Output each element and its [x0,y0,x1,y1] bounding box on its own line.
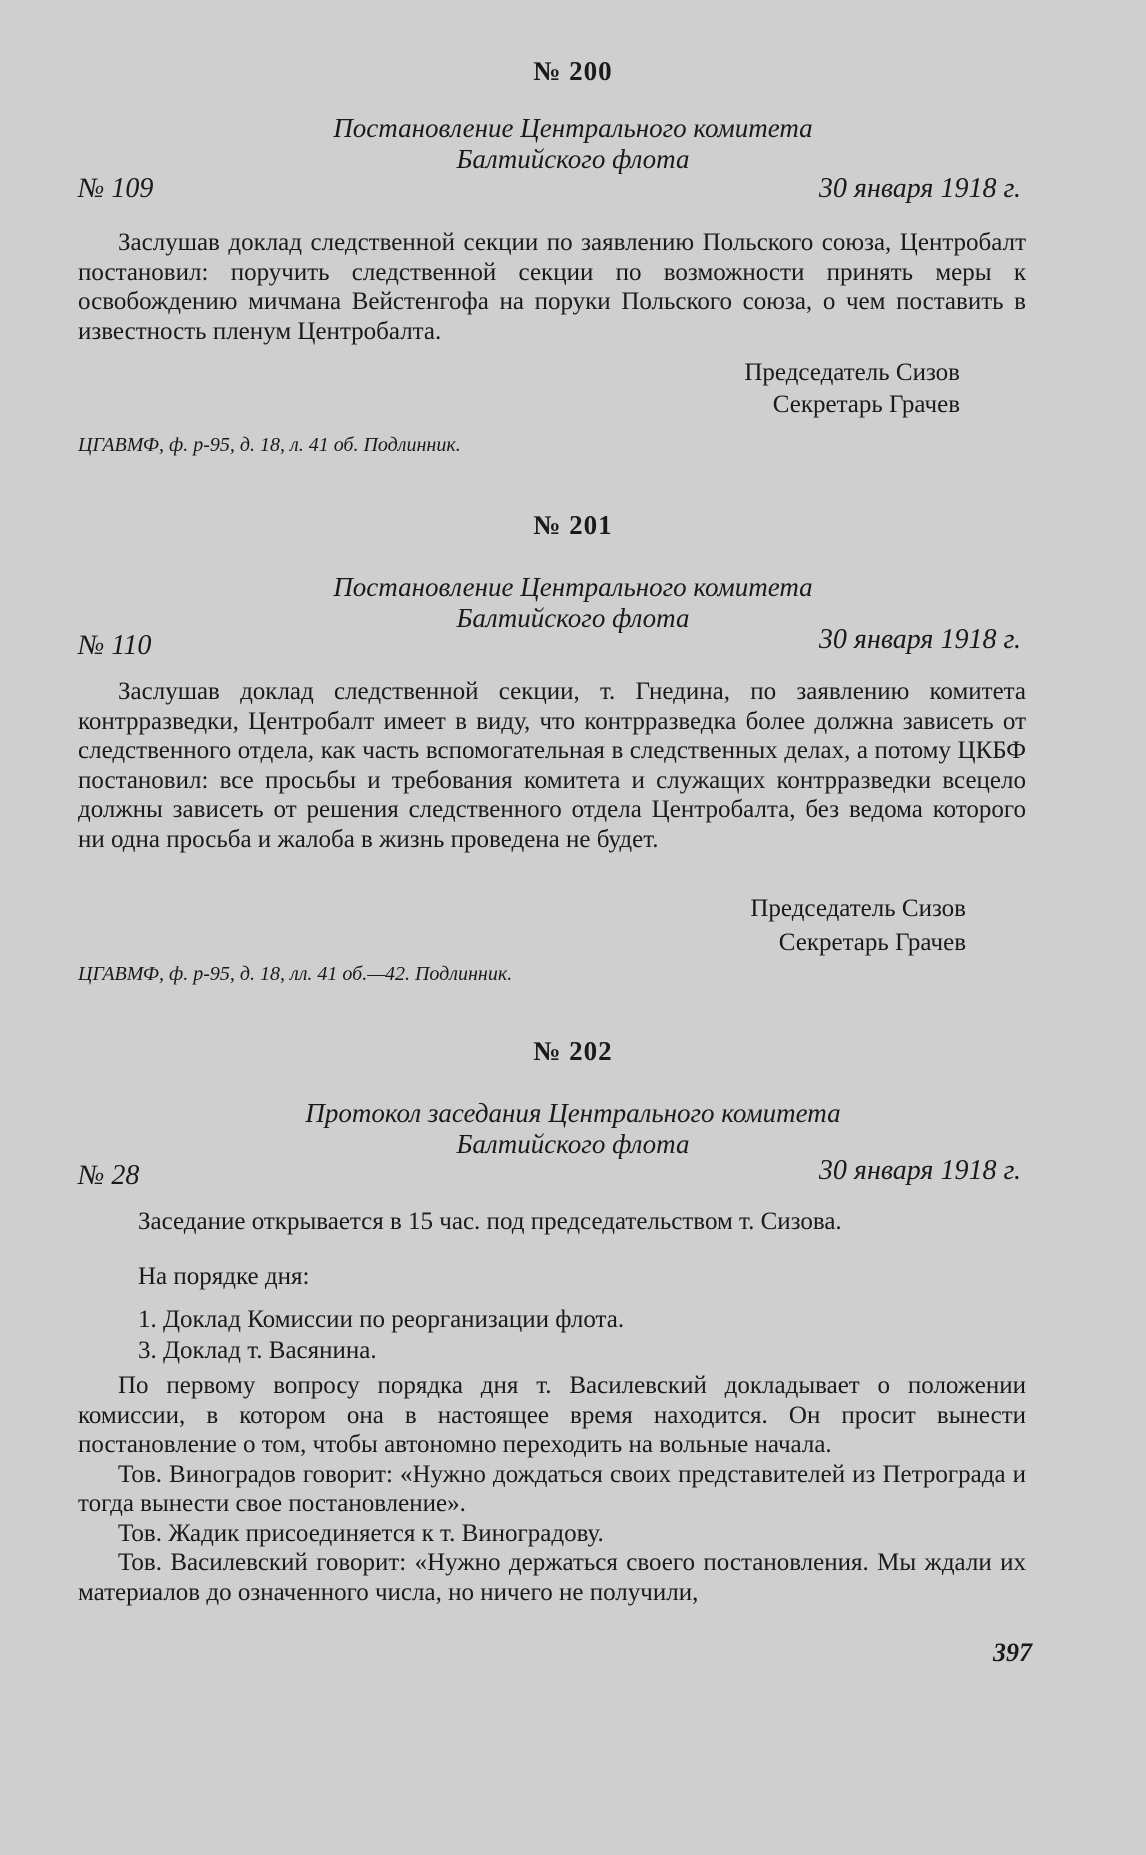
doc-200-ref: № 109 [78,173,154,204]
doc-201-chair: Председатель Сизов [750,895,966,922]
doc-202-ref: № 28 [78,1160,140,1191]
agenda-item: 1. Доклад Комиссии по реорганизации флота. [138,1306,625,1333]
doc-200-chair: Председатель Сизов [744,359,960,386]
doc-201-title-line1: Постановление Центрального комитета [333,572,813,602]
doc-201-number: № 201 [533,510,613,540]
doc-202-paragraph: Тов. Виноградов говорит: «Нужно дождаться своих представителей из Петрограда и тогда вынести свое постановление». [78,1460,1026,1517]
doc-201-title-line2: Балтийского флота [456,603,690,633]
doc-202-agenda-label: На порядке дня: [138,1263,310,1290]
doc-200-date: 30 января 1918 г. [818,173,1021,204]
doc-200-text [78,228,1026,346]
doc-201-source: ЦГАВМФ, ф. р-95, д. 18, лл. 41 об.—42. Подлинник. [78,963,513,985]
doc-200-title [0,113,1146,175]
doc-201-date: 30 января 1918 г. [818,624,1021,655]
doc-200-title-line2: Балтийского флота [456,144,690,174]
doc-200-secretary: Секретарь Грачев [772,391,960,418]
doc-202-date: 30 января 1918 г. [818,1155,1021,1186]
doc-200-number: № 200 [533,56,613,86]
doc-201-secretary: Секретарь Грачев [778,929,966,956]
page-number: 397 [993,1638,1032,1667]
doc-202-title-line1: Протокол заседания Центрального комитета [305,1098,841,1128]
doc-202-opening: Заседание открывается в 15 час. под председательством т. Сизова. [138,1208,842,1235]
doc-201-ref: № 110 [78,630,152,661]
doc-202-paragraph: По первому вопросу порядка дня т. Василевский докладывает о положении комиссии, в котором она в настоящее время находится. Он просит вынести постановление о том, чтобы автономно переходить на вольные начала. [78,1372,1026,1458]
doc-202-number: № 202 [533,1036,613,1066]
doc-202-text [78,1371,1026,1607]
doc-202-paragraph: Тов. Жадик присоединяется к т. Виноградову. [118,1519,604,1547]
agenda-item: 3. Доклад т. Васянина. [138,1337,377,1364]
doc-200-title-line1: Постановление Центрального комитета [333,113,813,143]
doc-202-paragraph: Тов. Василевский говорит: «Нужно держаться своего постановления. Мы ждали их материалов до означенного числа, но ничего не получили, [78,1549,1026,1606]
doc-202-title-line2: Балтийского флота [456,1129,690,1159]
doc-201-paragraph: Заслушав доклад следственной секции, т. Гнедина, по заявлению комитета контрразведки, Центробалт имеет в виду, что контрразведка более должна зависеть от следственного отдела, как часть вспомогательная в следственных делах, а потому ЦКБФ постановил: все просьбы и требования комитета и служащих контрразведки всецело должны зависеть от решения следственного отдела Центробалта, без ведома которого ни одна просьба и жалоба в жизнь проведена не будет. [78,678,1026,853]
doc-200-paragraph: Заслушав доклад следственной секции по заявлению Польского союза, Центробалт постановил: поручить следственной секции по возможности принять меры к освобождению мичмана Вейстенгофа на поруки Польского союза, о чем поставить в известность пленум Центробалта. [78,229,1026,345]
doc-200-source: ЦГАВМФ, ф. р-95, д. 18, л. 41 об. Подлинник. [78,434,461,456]
doc-202-title [0,1098,1146,1160]
doc-202-agenda-list [138,1304,624,1366]
doc-201-text [78,677,1026,854]
